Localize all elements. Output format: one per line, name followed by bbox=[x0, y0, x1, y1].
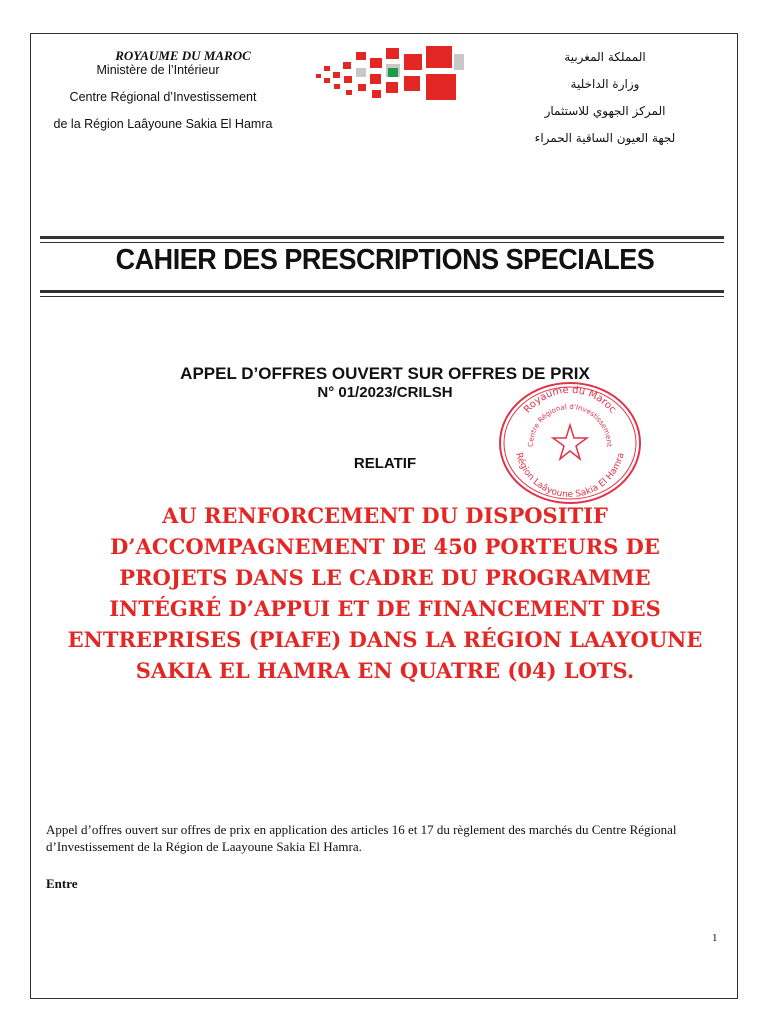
title-top-rule-thin bbox=[40, 242, 724, 243]
arabic-center-label: المركز الجهوي للاستثمار bbox=[544, 104, 666, 118]
stamp-text-top: Royaume du Maroc bbox=[522, 384, 618, 416]
arabic-ministry-label: وزارة الداخلية bbox=[570, 77, 640, 91]
subject-line: D’ACCOMPAGNEMENT DE 450 PORTEURS DE bbox=[110, 534, 660, 559]
crilsh-logo-icon bbox=[316, 44, 464, 106]
document-title: CAHIER DES PRESCRIPTIONS SPECIALES bbox=[115, 244, 655, 276]
center-label: Centre Régional d’Investissement bbox=[69, 90, 257, 104]
header-right-arabic bbox=[500, 44, 710, 152]
arabic-region-label: لجهة العيون الساقية الحمراء bbox=[534, 131, 676, 145]
subject-line: AU RENFORCEMENT DU DISPOSITIF bbox=[162, 503, 608, 528]
ministry-label: Ministère de l’Intérieur bbox=[96, 63, 220, 77]
subject-line: ENTREPRISES (PIAFE) DANS LA RÉGION LAAYOUNE bbox=[67, 627, 703, 652]
entre-label: Entre bbox=[46, 876, 78, 891]
stamp-text-bottom: Région Laâyoune Sakia El Hamra bbox=[513, 451, 627, 501]
subject-line: INTÉGRÉ D’APPUI ET DE FINANCEMENT DES bbox=[109, 596, 661, 621]
stamp-text-mid: Centre Régional d'Investissement bbox=[526, 402, 614, 448]
official-stamp-icon bbox=[497, 380, 643, 506]
relatif-label: RELATIF bbox=[353, 455, 417, 472]
page-number: 1 bbox=[712, 932, 718, 944]
title-bottom-rule bbox=[40, 290, 724, 293]
header-left bbox=[38, 48, 288, 132]
arabic-kingdom-label: المملكة المغربية bbox=[564, 50, 646, 64]
subject-line: PROJETS DANS LE CADRE DU PROGRAMME bbox=[119, 565, 651, 590]
subject-line: SAKIA EL HAMRA EN QUATRE (04) LOTS. bbox=[135, 658, 635, 683]
title-bottom-rule-thin bbox=[40, 296, 724, 297]
intro-paragraph: Appel d’offres ouvert sur offres de prix en application des articles 16 et 17 du règlement des marchés du Centre Régional d’Investissement de la Région de Laayoune Sakia El Hamra. bbox=[46, 822, 677, 854]
tender-type: APPEL D’OFFRES OUVERT SUR OFFRES DE PRIX bbox=[180, 364, 590, 383]
kingdom-label: ROYAUME DU MAROC bbox=[115, 48, 251, 63]
subject-block bbox=[40, 500, 730, 686]
tender-number: N° 01/2023/CRILSH bbox=[317, 384, 453, 401]
region-label: de la Région Laâyoune Sakia El Hamra bbox=[53, 117, 273, 131]
title-top-rule bbox=[40, 236, 724, 239]
